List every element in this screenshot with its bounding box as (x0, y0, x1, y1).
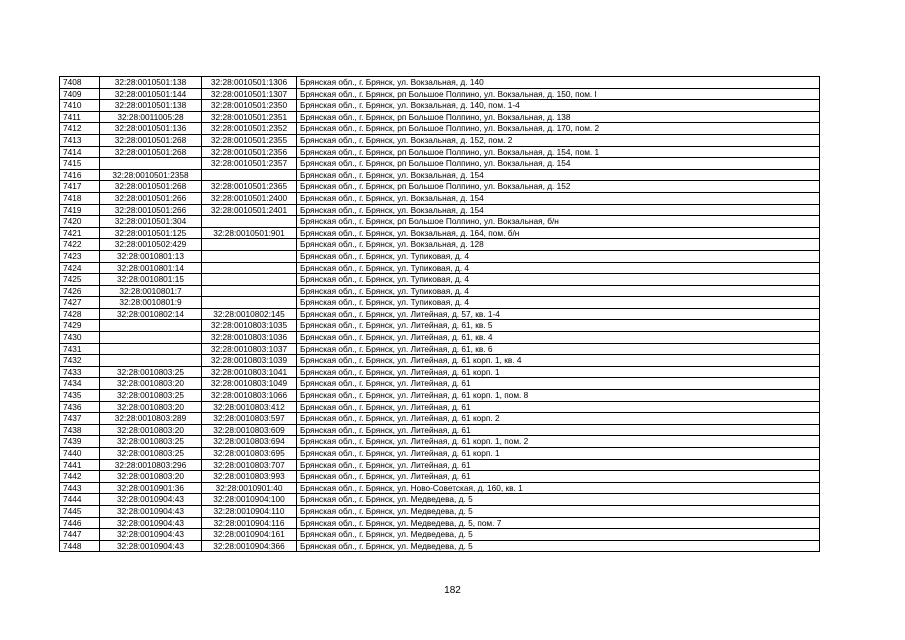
row-number-cell: 7437 (60, 413, 100, 425)
building-cadastral-number-cell: 32:28:0010803:1049 (202, 378, 297, 390)
land-cadastral-number-cell (100, 343, 202, 355)
building-cadastral-number-cell: 32:28:0010904:366 (202, 540, 297, 552)
row-number-cell: 7447 (60, 529, 100, 541)
row-number-cell: 7446 (60, 517, 100, 529)
land-cadastral-number-cell: 32:28:0010801:15 (100, 274, 202, 286)
table-row (60, 88, 820, 100)
address-cell: Брянская обл., г. Брянск, ул. Медведева, д. 5 (297, 505, 820, 517)
row-number-cell: 7416 (60, 169, 100, 181)
table-row (60, 401, 820, 413)
address-cell: Брянская обл., г. Брянск, ул. Ново-Советская, д. 160, кв. 1 (297, 482, 820, 494)
row-number-cell: 7419 (60, 204, 100, 216)
table-row (60, 169, 820, 181)
table-row (60, 77, 820, 89)
table-row (60, 227, 820, 239)
land-cadastral-number-cell: 32:28:0010501:136 (100, 123, 202, 135)
land-cadastral-number-cell: 32:28:0010803:289 (100, 413, 202, 425)
building-cadastral-number-cell: 32:28:0010901:40 (202, 482, 297, 494)
building-cadastral-number-cell: 32:28:0010501:2356 (202, 146, 297, 158)
table-row (60, 355, 820, 367)
address-cell: Брянская обл., г. Брянск, ул. Литейная, д. 61 корп. 1, пом. 2 (297, 436, 820, 448)
address-cell: Брянская обл., г. Брянск, ул. Литейная, д. 61 (297, 378, 820, 390)
row-number-cell: 7413 (60, 134, 100, 146)
address-cell: Брянская обл., г. Брянск, ул. Литейная, д. 61 (297, 471, 820, 483)
land-cadastral-number-cell: 32:28:0010502:429 (100, 239, 202, 251)
building-cadastral-number-cell (202, 274, 297, 286)
address-cell: Брянская обл., г. Брянск, ул. Литейная, д. 61, кв. 4 (297, 332, 820, 344)
address-cell: Брянская обл., г. Брянск, рп Большое Полпино, ул. Вокзальная, д. 154 (297, 158, 820, 170)
table-row (60, 459, 820, 471)
land-cadastral-number-cell: 32:28:0010802:14 (100, 308, 202, 320)
building-cadastral-number-cell: 32:28:0010803:1035 (202, 320, 297, 332)
land-cadastral-number-cell: 32:28:0010801:7 (100, 285, 202, 297)
building-cadastral-number-cell: 32:28:0010501:2365 (202, 181, 297, 193)
land-cadastral-number-cell: 32:28:0010501:144 (100, 88, 202, 100)
land-cadastral-number-cell: 32:28:0010901:36 (100, 482, 202, 494)
row-number-cell: 7424 (60, 262, 100, 274)
building-cadastral-number-cell: 32:28:0010501:1307 (202, 88, 297, 100)
address-cell: Брянская обл., г. Брянск, ул. Вокзальная, д. 154 (297, 169, 820, 181)
row-number-cell: 7442 (60, 471, 100, 483)
land-cadastral-number-cell: 32:28:0010501:266 (100, 192, 202, 204)
address-cell: Брянская обл., г. Брянск, ул. Вокзальная, д. 154 (297, 204, 820, 216)
address-cell: Брянская обл., г. Брянск, ул. Литейная, д. 61 корп. 1, пом. 8 (297, 390, 820, 402)
address-cell: Брянская обл., г. Брянск, ул. Вокзальная, д. 164, пом. б/н (297, 227, 820, 239)
table-row (60, 308, 820, 320)
land-cadastral-number-cell: 32:28:0010801:9 (100, 297, 202, 309)
address-cell: Брянская обл., г. Брянск, ул. Тупиковая, д. 4 (297, 274, 820, 286)
address-cell: Брянская обл., г. Брянск, ул. Тупиковая, д. 4 (297, 285, 820, 297)
land-cadastral-number-cell: 32:28:0010501:268 (100, 181, 202, 193)
building-cadastral-number-cell: 32:28:0010501:2357 (202, 158, 297, 170)
table-row (60, 216, 820, 228)
building-cadastral-number-cell: 32:28:0010803:1039 (202, 355, 297, 367)
table-row (60, 158, 820, 170)
address-cell: Брянская обл., г. Брянск, рп Большое Полпино, ул. Вокзальная, д. 170, пом. 2 (297, 123, 820, 135)
table-row (60, 332, 820, 344)
row-number-cell: 7425 (60, 274, 100, 286)
building-cadastral-number-cell: 32:28:0010803:694 (202, 436, 297, 448)
address-cell: Брянская обл., г. Брянск, ул. Литейная, д. 61 (297, 424, 820, 436)
address-cell: Брянская обл., г. Брянск, ул. Тупиковая, д. 4 (297, 250, 820, 262)
building-cadastral-number-cell: 32:28:0010501:901 (202, 227, 297, 239)
row-number-cell: 7438 (60, 424, 100, 436)
land-cadastral-number-cell: 32:28:0010803:20 (100, 471, 202, 483)
address-cell: Брянская обл., г. Брянск, рп Большое Полпино, ул. Вокзальная, д. 152 (297, 181, 820, 193)
building-cadastral-number-cell: 32:28:0010803:597 (202, 413, 297, 425)
building-cadastral-number-cell: 32:28:0010803:707 (202, 459, 297, 471)
table-row (60, 343, 820, 355)
table-row (60, 134, 820, 146)
building-cadastral-number-cell (202, 169, 297, 181)
address-cell: Брянская обл., г. Брянск, рп Большое Полпино, ул. Вокзальная, д. 138 (297, 111, 820, 123)
land-cadastral-number-cell (100, 158, 202, 170)
building-cadastral-number-cell (202, 250, 297, 262)
address-cell: Брянская обл., г. Брянск, ул. Литейная, д. 61, кв. 6 (297, 343, 820, 355)
land-cadastral-number-cell: 32:28:0010803:296 (100, 459, 202, 471)
address-cell: Брянская обл., г. Брянск, ул. Литейная, д. 61 корп. 1 (297, 448, 820, 460)
row-number-cell: 7414 (60, 146, 100, 158)
table-row (60, 424, 820, 436)
row-number-cell: 7441 (60, 459, 100, 471)
page-number: 182 (444, 585, 461, 596)
address-cell: Брянская обл., г. Брянск, ул. Литейная, д. 61 (297, 459, 820, 471)
building-cadastral-number-cell: 32:28:0010904:110 (202, 505, 297, 517)
row-number-cell: 7443 (60, 482, 100, 494)
land-cadastral-number-cell: 32:28:0010501:138 (100, 100, 202, 112)
land-cadastral-number-cell: 32:28:0010904:43 (100, 494, 202, 506)
building-cadastral-number-cell: 32:28:0010501:2401 (202, 204, 297, 216)
table-row (60, 285, 820, 297)
building-cadastral-number-cell: 32:28:0010904:116 (202, 517, 297, 529)
cadastral-table (59, 76, 820, 552)
row-number-cell: 7418 (60, 192, 100, 204)
land-cadastral-number-cell: 32:28:0010501:268 (100, 146, 202, 158)
address-cell: Брянская обл., г. Брянск, ул. Литейная, д. 57, кв. 1-4 (297, 308, 820, 320)
land-cadastral-number-cell: 32:28:0010501:268 (100, 134, 202, 146)
building-cadastral-number-cell (202, 216, 297, 228)
row-number-cell: 7440 (60, 448, 100, 460)
row-number-cell: 7431 (60, 343, 100, 355)
row-number-cell: 7420 (60, 216, 100, 228)
building-cadastral-number-cell (202, 297, 297, 309)
table-row (60, 250, 820, 262)
building-cadastral-number-cell: 32:28:0010803:695 (202, 448, 297, 460)
address-cell: Брянская обл., г. Брянск, ул. Литейная, д. 61 (297, 401, 820, 413)
table-row (60, 146, 820, 158)
row-number-cell: 7444 (60, 494, 100, 506)
table-row (60, 436, 820, 448)
table-row (60, 505, 820, 517)
building-cadastral-number-cell: 32:28:0010501:2400 (202, 192, 297, 204)
table-row (60, 111, 820, 123)
building-cadastral-number-cell (202, 285, 297, 297)
row-number-cell: 7421 (60, 227, 100, 239)
building-cadastral-number-cell: 32:28:0010904:161 (202, 529, 297, 541)
address-cell: Брянская обл., г. Брянск, ул. Медведева, д. 5 (297, 529, 820, 541)
table-row (60, 366, 820, 378)
row-number-cell: 7427 (60, 297, 100, 309)
address-cell: Брянская обл., г. Брянск, ул. Вокзальная, д. 140 (297, 77, 820, 89)
land-cadastral-number-cell: 32:28:0010904:43 (100, 517, 202, 529)
land-cadastral-number-cell (100, 320, 202, 332)
table-row (60, 448, 820, 460)
land-cadastral-number-cell: 32:28:0010501:304 (100, 216, 202, 228)
table-row (60, 482, 820, 494)
building-cadastral-number-cell: 32:28:0010803:993 (202, 471, 297, 483)
land-cadastral-number-cell: 32:28:0010801:14 (100, 262, 202, 274)
land-cadastral-number-cell: 32:28:0010803:25 (100, 436, 202, 448)
address-cell: Брянская обл., г. Брянск, рп Большое Полпино, ул. Вокзальная, д. 150, пом. I (297, 88, 820, 100)
building-cadastral-number-cell: 32:28:0010803:609 (202, 424, 297, 436)
table-row (60, 320, 820, 332)
table-row (60, 378, 820, 390)
table-row (60, 100, 820, 112)
table-row (60, 204, 820, 216)
building-cadastral-number-cell: 32:28:0010803:1041 (202, 366, 297, 378)
address-cell: Брянская обл., г. Брянск, ул. Тупиковая, д. 4 (297, 297, 820, 309)
address-cell: Брянская обл., г. Брянск, ул. Литейная, д. 61 корп. 1 (297, 366, 820, 378)
table-row (60, 181, 820, 193)
row-number-cell: 7433 (60, 366, 100, 378)
address-cell: Брянская обл., г. Брянск, ул. Литейная, д. 61 корп. 1, кв. 4 (297, 355, 820, 367)
table-row (60, 517, 820, 529)
table-row (60, 494, 820, 506)
row-number-cell: 7412 (60, 123, 100, 135)
address-cell: Брянская обл., г. Брянск, рп Большое Полпино, ул. Вокзальная, б/н (297, 216, 820, 228)
land-cadastral-number-cell: 32:28:0010801:13 (100, 250, 202, 262)
building-cadastral-number-cell: 32:28:0010501:2352 (202, 123, 297, 135)
row-number-cell: 7448 (60, 540, 100, 552)
land-cadastral-number-cell: 32:28:0010501:138 (100, 77, 202, 89)
row-number-cell: 7439 (60, 436, 100, 448)
row-number-cell: 7426 (60, 285, 100, 297)
building-cadastral-number-cell (202, 262, 297, 274)
row-number-cell: 7432 (60, 355, 100, 367)
address-cell: Брянская обл., г. Брянск, ул. Вокзальная, д. 154 (297, 192, 820, 204)
land-cadastral-number-cell: 32:28:0010803:25 (100, 448, 202, 460)
table-row (60, 192, 820, 204)
table-row (60, 529, 820, 541)
table-row (60, 123, 820, 135)
row-number-cell: 7417 (60, 181, 100, 193)
building-cadastral-number-cell: 32:28:0010803:1037 (202, 343, 297, 355)
address-cell: Брянская обл., г. Брянск, ул. Вокзальная, д. 128 (297, 239, 820, 251)
land-cadastral-number-cell: 32:28:0010803:20 (100, 401, 202, 413)
row-number-cell: 7422 (60, 239, 100, 251)
building-cadastral-number-cell: 32:28:0010904:100 (202, 494, 297, 506)
land-cadastral-number-cell: 32:28:0010803:25 (100, 366, 202, 378)
land-cadastral-number-cell: 32:28:0010803:25 (100, 390, 202, 402)
building-cadastral-number-cell: 32:28:0010802:145 (202, 308, 297, 320)
building-cadastral-number-cell: 32:28:0010501:1306 (202, 77, 297, 89)
row-number-cell: 7429 (60, 320, 100, 332)
table-row (60, 390, 820, 402)
land-cadastral-number-cell: 32:28:0010803:20 (100, 378, 202, 390)
row-number-cell: 7410 (60, 100, 100, 112)
land-cadastral-number-cell: 32:28:0010501:266 (100, 204, 202, 216)
table-row (60, 262, 820, 274)
row-number-cell: 7436 (60, 401, 100, 413)
row-number-cell: 7409 (60, 88, 100, 100)
address-cell: Брянская обл., г. Брянск, ул. Медведева, д. 5, пом. 7 (297, 517, 820, 529)
row-number-cell: 7411 (60, 111, 100, 123)
table-row (60, 413, 820, 425)
table-row (60, 274, 820, 286)
row-number-cell: 7445 (60, 505, 100, 517)
row-number-cell: 7434 (60, 378, 100, 390)
row-number-cell: 7428 (60, 308, 100, 320)
land-cadastral-number-cell: 32:28:0010904:43 (100, 529, 202, 541)
building-cadastral-number-cell: 32:28:0010803:1066 (202, 390, 297, 402)
row-number-cell: 7435 (60, 390, 100, 402)
table-row (60, 471, 820, 483)
land-cadastral-number-cell: 32:28:0010501:125 (100, 227, 202, 239)
address-cell: Брянская обл., г. Брянск, рп Большое Полпино, ул. Вокзальная, д. 154, пом. 1 (297, 146, 820, 158)
building-cadastral-number-cell: 32:28:0010501:2355 (202, 134, 297, 146)
address-cell: Брянская обл., г. Брянск, ул. Вокзальная, д. 152, пом. 2 (297, 134, 820, 146)
building-cadastral-number-cell: 32:28:0010501:2351 (202, 111, 297, 123)
table-row (60, 297, 820, 309)
table-row (60, 239, 820, 251)
land-cadastral-number-cell: 32:28:0010501:2358 (100, 169, 202, 181)
building-cadastral-number-cell (202, 239, 297, 251)
table-body (60, 77, 820, 552)
address-cell: Брянская обл., г. Брянск, ул. Литейная, д. 61 корп. 2 (297, 413, 820, 425)
address-cell: Брянская обл., г. Брянск, ул. Медведева, д. 5 (297, 540, 820, 552)
address-cell: Брянская обл., г. Брянск, ул. Вокзальная, д. 140, пом. 1-4 (297, 100, 820, 112)
land-cadastral-number-cell: 32:28:0010904:43 (100, 505, 202, 517)
row-number-cell: 7423 (60, 250, 100, 262)
address-cell: Брянская обл., г. Брянск, ул. Тупиковая, д. 4 (297, 262, 820, 274)
table-row (60, 540, 820, 552)
row-number-cell: 7415 (60, 158, 100, 170)
building-cadastral-number-cell: 32:28:0010501:2350 (202, 100, 297, 112)
land-cadastral-number-cell (100, 332, 202, 344)
land-cadastral-number-cell: 32:28:0010803:20 (100, 424, 202, 436)
row-number-cell: 7408 (60, 77, 100, 89)
land-cadastral-number-cell (100, 355, 202, 367)
address-cell: Брянская обл., г. Брянск, ул. Медведева, д. 5 (297, 494, 820, 506)
address-cell: Брянская обл., г. Брянск, ул. Литейная, д. 61, кв. 5 (297, 320, 820, 332)
land-cadastral-number-cell: 32:28:0010904:43 (100, 540, 202, 552)
building-cadastral-number-cell: 32:28:0010803:1036 (202, 332, 297, 344)
land-cadastral-number-cell: 32:28:0011005:28 (100, 111, 202, 123)
building-cadastral-number-cell: 32:28:0010803:412 (202, 401, 297, 413)
row-number-cell: 7430 (60, 332, 100, 344)
